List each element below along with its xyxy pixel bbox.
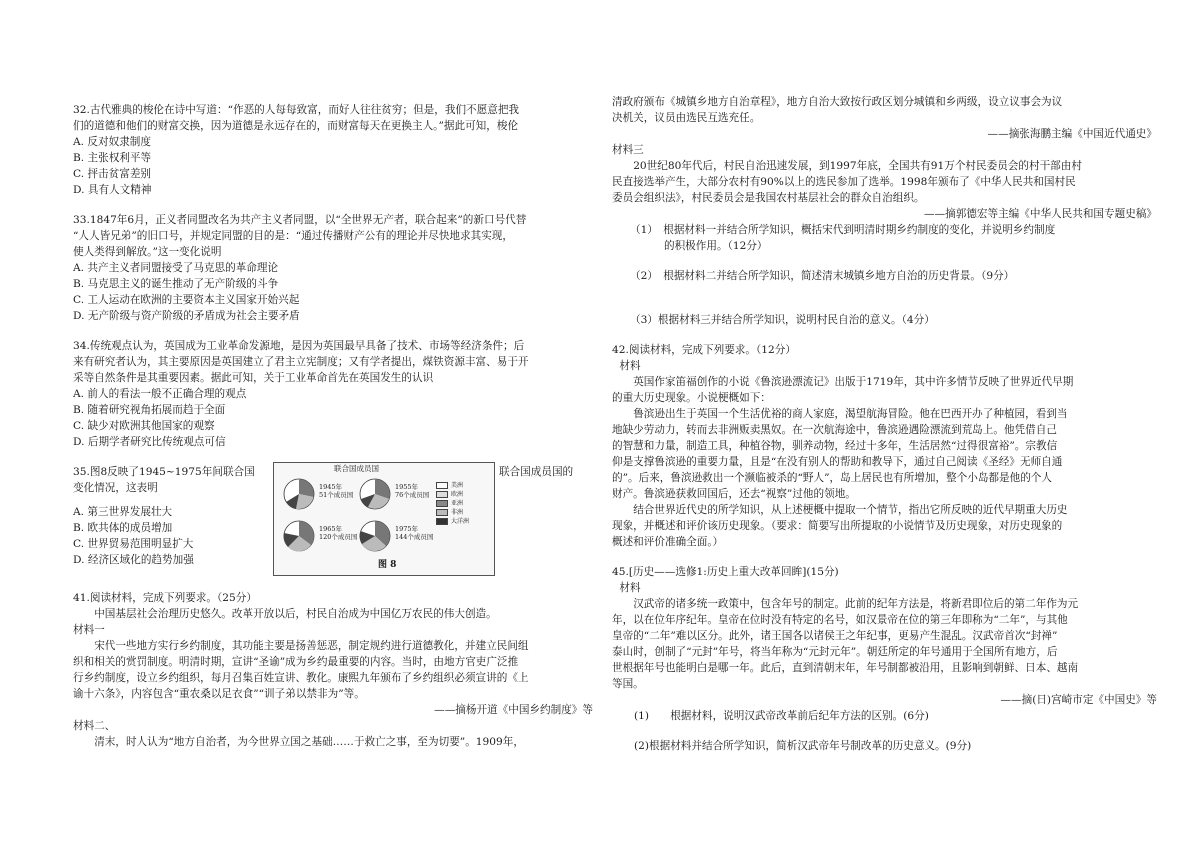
- q42-line10: 现象，并概述和评价该历史现象。（要求：简要写出所提取的小说情节及历史现象，对历史现象的: [612, 520, 1063, 532]
- q45-line1: 汉武帝的诸多统一政策中，包含年号的制定。此前的纪年方法是，将新君即位后的第二年作为元: [633, 598, 1079, 610]
- q35-option-d: D. 经济区域化的趋势加强: [73, 554, 194, 566]
- q35-option-a: A. 第三世界发展壮大: [73, 506, 173, 518]
- q41-material3-source: ——摘郭德宏等主编《中华人民共和国专题史稿》: [923, 208, 1157, 220]
- legend-europe: 欧洲: [451, 490, 464, 498]
- pie-1945: [282, 477, 316, 511]
- legend-oceania: 大洋洲: [451, 517, 470, 525]
- q33-option-c: C. 工人运动在欧洲的主要资本主义国家开始兴起: [73, 294, 300, 306]
- q33-stem-line2: “人人皆兄弟”的旧口号，并规定同盟的目的是：“通过传播财产公有的理论并尽快地求其实现，: [73, 230, 513, 242]
- q34-stem-line3: 采等自然条件是其重要因素。据此可知，关于工业革命首先在英国发生的认识: [73, 372, 434, 384]
- q34-option-c: C. 缺少对欧洲其他国家的观察: [73, 420, 215, 432]
- figure-caption: 图 8: [378, 560, 397, 570]
- q45-line2: 年，以在位年序纪年。皇帝在位时没有特定的名号，如汉景帝在位的第三年即称为“二年”，与其他: [612, 614, 1068, 626]
- q35-stem-line1: 35.图8反映了1945~1975年间联合国: [73, 466, 255, 478]
- q45-source: ——摘(日)宫崎市定《中国史》等: [1000, 694, 1157, 706]
- q35-stem-line2: 变化情况，这表明: [73, 482, 158, 494]
- question-41: [73, 590, 593, 750]
- q35-option-c: C. 世界贸易范围明显扩大: [73, 538, 194, 550]
- q41-requirement2: （2） 根据材料二并结合所学知识，简述清末城镇乡地方自治的历史背景。（9分）: [630, 270, 1015, 282]
- question-45: [612, 564, 1157, 754]
- q41-material2-line2: 清政府颁布《城镇乡地方自治章程》，地方自治大致按行政区划分城镇和乡两级，设立议事会为议: [612, 96, 1063, 108]
- q42-line4: 地缺少劳动力，转而去非洲贩卖黑奴。在一次航海途中，鲁滨逊遇险漂流到荒岛上。他凭借自己: [612, 424, 1057, 436]
- q32-option-d: D. 具有人文精神: [73, 184, 152, 196]
- right-column: [612, 94, 1157, 754]
- q41-stem: 41.阅读材料，完成下列要求。（25分）: [73, 592, 257, 604]
- q42-line8: 财产。鲁滨逊获救回国后，还去“视察”过他的领地。: [612, 488, 856, 500]
- legend-asia: 亚洲: [451, 499, 464, 507]
- question-35: [73, 464, 593, 582]
- q41-intro: 中国基层社会治理历史悠久。改革开放以后，村民自治成为中国亿万农民的伟大创造。: [94, 608, 497, 620]
- figure-title: 联合国成员国: [334, 464, 379, 473]
- q33-stem-line1: 33.1847年6月，正义者同盟改名为共产主义者同盟，以“全世界无产者，联合起来”的新口号代替: [73, 214, 527, 226]
- q41-requirement1-line2: 的积极作用。（12分）: [664, 240, 768, 252]
- q32-stem-line1: 32.古代雅典的梭伦在诗中写道：“作恶的人每每致富，而好人往往贫穷；但是，我们不愿意把我: [73, 104, 520, 116]
- pie-1965-year: 1965年: [319, 525, 343, 533]
- q42-line6: 仰是支撑鲁滨逊的重要力量，且是“在没有别人的帮助和教导下，通过自己阅读《圣经》无师自通: [612, 456, 1063, 468]
- pie-1975: [358, 519, 392, 553]
- pie-1975-year: 1975年: [395, 525, 419, 533]
- q41-material1-line1: 宋代一些地方实行乡约制度，其功能主要是扬善惩恶，制定规约进行道德教化，并建立民间组: [94, 640, 529, 652]
- q45-line3: 皇帝的“二年”难以区分。此外，诸王国各以诸侯王之年纪事，更易产生混乱。汉武帝首次“封禅”: [612, 630, 1058, 642]
- pie-1975-count: 144个成员国: [395, 533, 434, 541]
- q32-option-c: C. 抨击贫富差别: [73, 168, 152, 180]
- q41-material2-line3: 决机关，议员由选民互选充任。: [612, 112, 761, 124]
- q32-option-b: B. 主张权利平等: [73, 152, 152, 164]
- q33-stem-line3: 使人类得到解放。”这一变化说明: [73, 246, 222, 258]
- q42-stem: 42.阅读材料，完成下列要求。（12分）: [612, 344, 796, 356]
- q41-requirement1-line1: （1） 根据材料一并结合所学知识，概括宋代到明清时期乡约制度的变化，并说明乡约制度: [630, 224, 1056, 236]
- q41-material3-title: 材料三: [612, 144, 644, 156]
- q33-option-d: D. 无产阶级与资产阶级的矛盾成为社会主要矛盾: [73, 310, 300, 322]
- figure-legend: [436, 481, 469, 526]
- q41-material1-source: ——摘杨开道《中国乡约制度》等: [434, 704, 593, 716]
- q45-requirement2: (2)根据材料并结合所学知识，简析汉武帝年号制改革的历史意义。(9分): [634, 740, 972, 752]
- q45-line5: 世根据年号也能明白是哪一年。此后，直到清朝末年，年号制都被沿用，且影响到朝鲜、日本、越南: [612, 662, 1079, 674]
- pie-1955: [358, 477, 392, 511]
- q45-line6: 等国。: [612, 678, 644, 690]
- pie-1955-count: 76个成员国: [395, 491, 430, 499]
- q33-option-a: A. 共产主义者同盟接受了马克思的革命理论: [73, 262, 279, 274]
- pie-1965: [282, 519, 316, 553]
- q34-option-d: D. 后期学者研究比传统观点可信: [73, 436, 226, 448]
- q41-material1-line2: 织和相关的赏罚制度。明清时期，宣讲“圣谕”成为乡约最重要的内容。当时，由地方官吏广泛推: [73, 656, 519, 668]
- q41-material2-title: 材料二、: [73, 720, 116, 732]
- legend-africa: 非洲: [451, 508, 464, 516]
- q41-requirement3: （3）根据材料三并结合所学知识，说明村民自治的意义。（4分）: [630, 314, 935, 326]
- q41-material3-line2: 民直接选举产生，大部分农村有90%以上的选民参加了选举。1998年颁布了《中华人民共和国村民: [612, 176, 1076, 188]
- q45-requirement1: (1) 根据材料，说明汉武帝改革前后纪年方法的区别。(6分): [634, 710, 929, 722]
- q34-option-a: A. 前人的看法一般不正确合理的观点: [73, 388, 247, 400]
- q41-material3-line1: 20世纪80年代后，村民自治迅速发展，到1997年底，全国共有91万个村民委员会的村干部由村: [633, 160, 1082, 172]
- q34-stem-line1: 34.传统观点认为，英国成为工业革命发源地，是因为英国最早具备了技术、市场等经济条件；后: [73, 340, 525, 352]
- q42-line5: 的智慧和力量，制造工具，种植谷物，驯养动物，经过十多年，生活居然“过得很富裕”。宗教信: [612, 440, 1058, 452]
- q35-option-b: B. 欧共体的成员增加: [73, 522, 173, 534]
- q45-line4: 泰山时，创制了“元封”年号，将当年称为“元封元年”。朝廷所定的年号通用于全国所有地方，后: [612, 646, 1058, 658]
- question-32: [73, 102, 593, 198]
- q42-material-title: 材料: [619, 360, 641, 372]
- q41-material3-line3: 委员会组织法》，村民委员会是我国农村基层社会的群众自治组织。: [612, 192, 925, 204]
- figure-8-un-membership: [273, 462, 495, 576]
- question-34: [73, 338, 593, 450]
- q45-material-title: 材料: [619, 582, 641, 594]
- pie-1945-count: 51个成员国: [319, 491, 354, 499]
- q42-line3: 鲁滨逊出生于英国一个生活优裕的商人家庭，渴望航海冒险。他在巴西开办了种植园，看到当: [633, 408, 1068, 420]
- left-column: [73, 102, 593, 750]
- question-42: [612, 342, 1157, 550]
- pie-1955-year: 1955年: [395, 483, 419, 491]
- q42-line7: 的”。后来，鲁滨逊救出一个濒临被杀的“野人”，岛上居民也有所增加，整个小岛都是他的个人: [612, 472, 1052, 484]
- q41-material1-line4: 谕十六条》，内容包含“重农桑以足衣食”“训子弟以禁非为”等。: [73, 688, 365, 700]
- q41-material2-line1: 清末，时人认为“地方自治者，为今世界立国之基础……于救亡之事，至为切要”。1909年，: [94, 736, 524, 748]
- q34-option-b: B. 随着研究视角拓展而趋于全面: [73, 404, 226, 416]
- q42-line1: 英国作家笛福创作的小说《鲁滨逊漂流记》出版于1719年，其中许多情节反映了世界近代早期: [633, 376, 1074, 388]
- q42-line2: 的重大历史现象。小说梗概如下：: [612, 392, 771, 404]
- q41-material1-title: 材料一: [73, 624, 105, 636]
- q34-stem-line2: 来有研究者认为，其主要原因是英国建立了君主立宪制度；又有学者提出，煤铁资源丰富、易于开: [73, 356, 529, 368]
- q41-material1-line3: 行乡约制度，设立乡约组织，每月召集百姓宣讲、教化。康熙九年颁布了乡约组织必须宣讲的《上: [73, 672, 529, 684]
- pie-1965-count: 120个成员国: [319, 533, 358, 541]
- q42-line9: 结合世界近代史的所学知识，从上述梗概中提取一个情节，指出它所反映的近代早期重大历史: [633, 504, 1068, 516]
- q32-stem-line2: 们的道德和他们的财富交换，因为道德是永远存在的，而财富每天在更换主人。”据此可知，梭伦: [73, 120, 519, 132]
- pie-1945-year: 1945年: [319, 483, 343, 491]
- q45-stem: 45.[历史——选修1:历史上重大改革回眸](15分): [612, 566, 839, 578]
- q41-material2-source: ——摘张海鹏主编《中国近代通史》: [987, 128, 1157, 140]
- q33-option-b: B. 马克思主义的诞生推动了无产阶级的斗争: [73, 278, 279, 290]
- question-33: [73, 212, 593, 324]
- legend-americas: 美洲: [451, 481, 464, 489]
- q42-line11: 概述和评价准确全面。）: [612, 536, 724, 548]
- q35-stem-right: 联合国成员国的: [499, 466, 574, 478]
- q32-option-a: A. 反对奴隶制度: [73, 136, 151, 148]
